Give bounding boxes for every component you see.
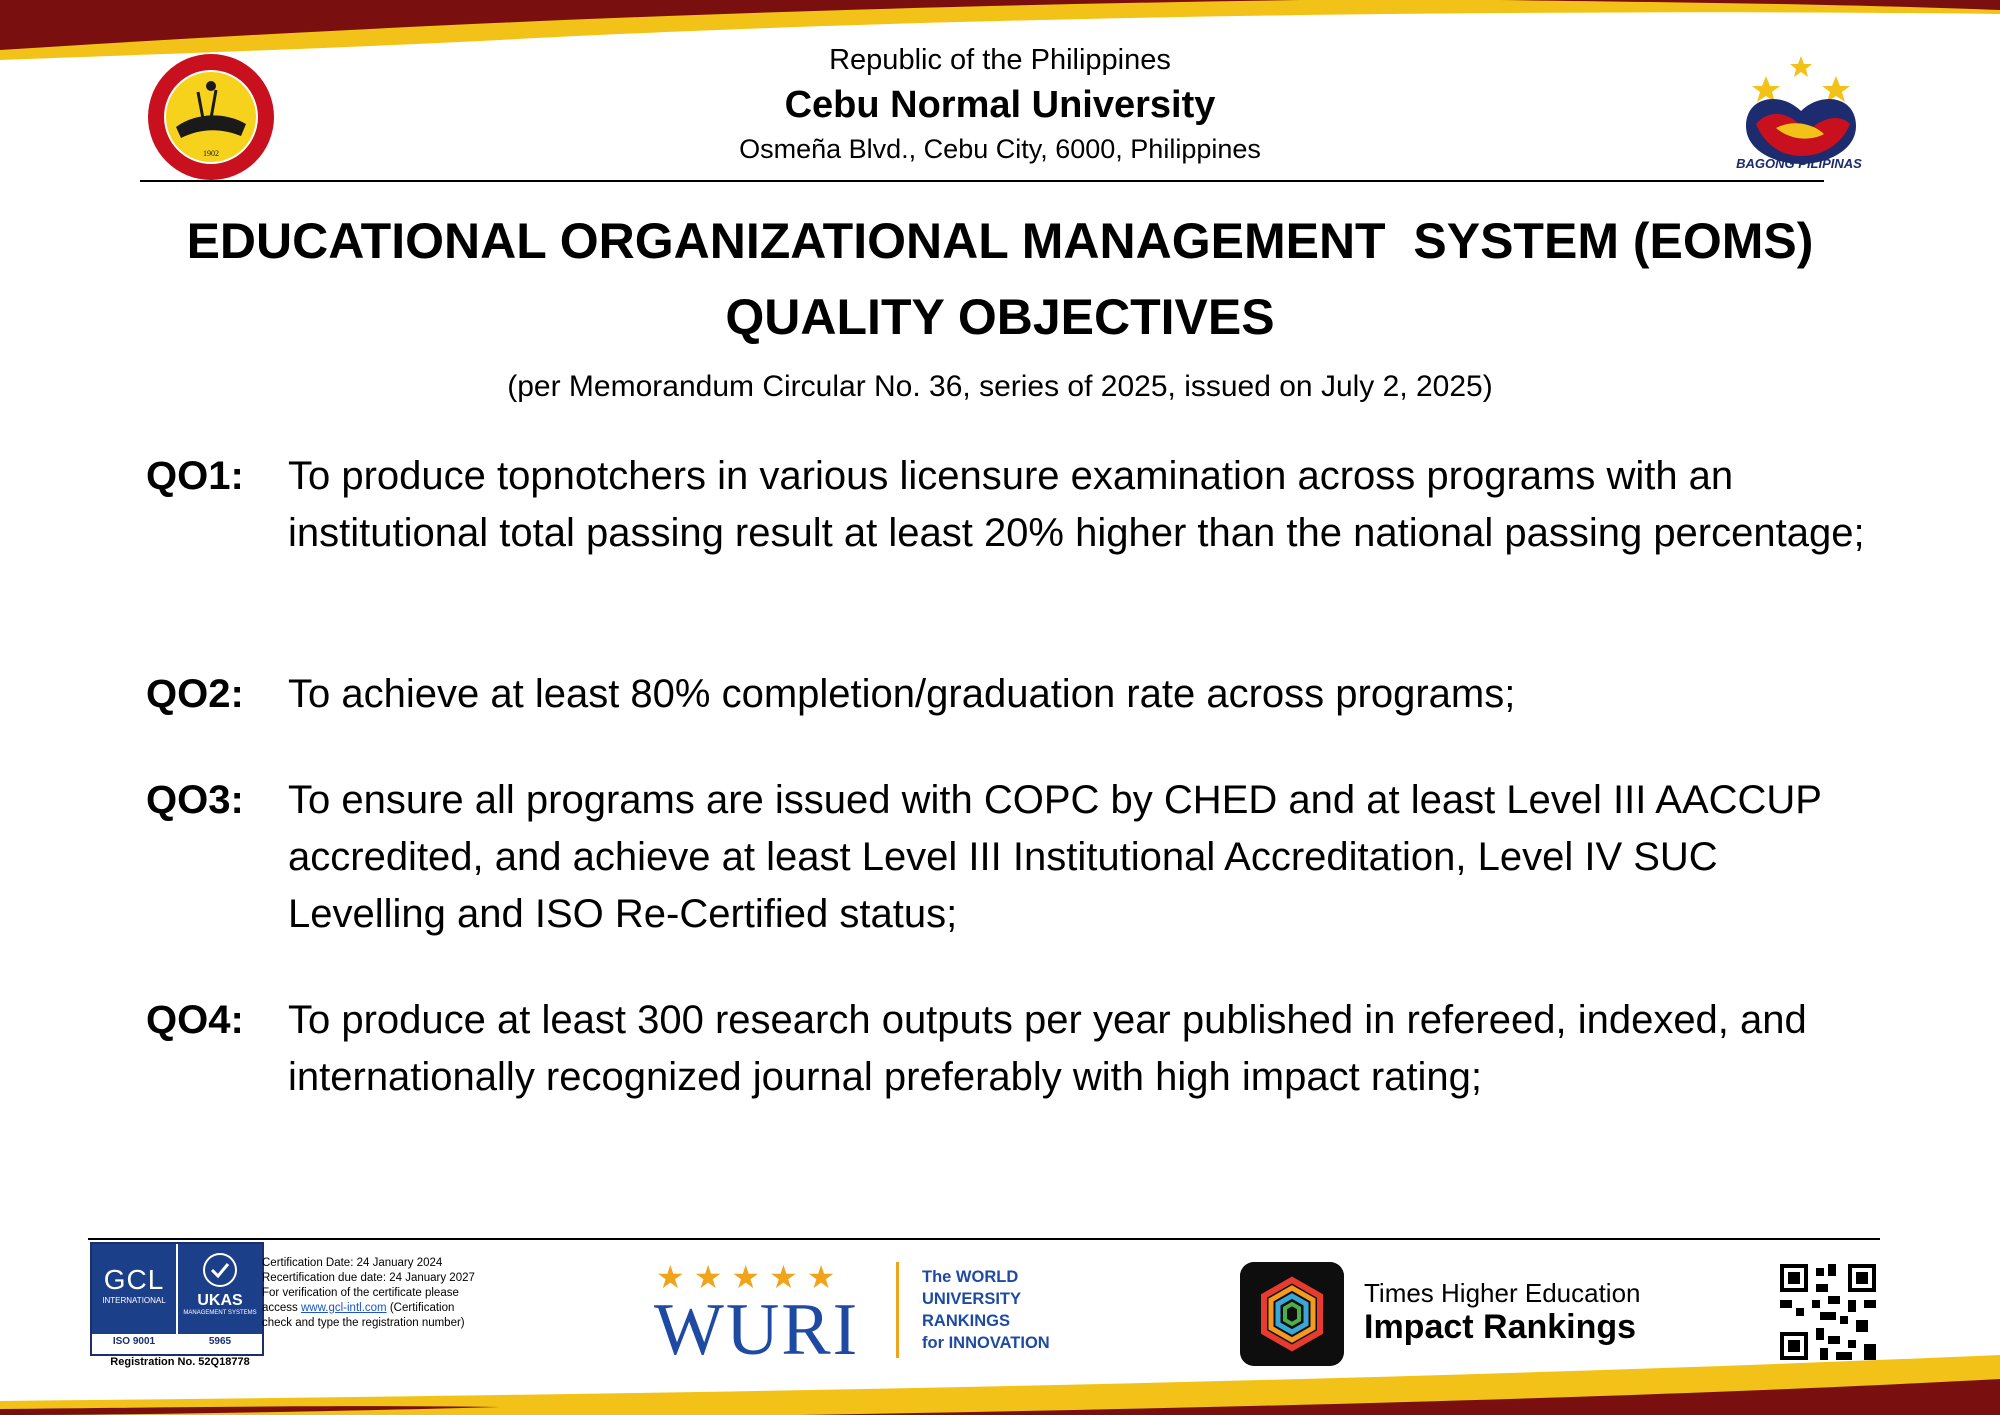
wuri-stars-icon: ★★★★★ [656,1259,845,1295]
cert-date: Certification Date: 24 January 2024 [262,1257,443,1269]
recert-date: Recertification due date: 24 January 2027 [262,1272,475,1284]
bottom-decorative-swoosh [0,1355,2000,1415]
objective-item [146,448,1866,562]
certification-details [262,1256,522,1331]
the-name: Times Higher Education [1364,1278,1641,1308]
memo-reference: (per Memorandum Circular No. 36, series of 2025, issued on July 2, 2025) [507,370,1493,403]
document-title-line2: QUALITY OBJECTIVES [725,289,1275,345]
bagong-pilipinas-logo [1726,36,1876,176]
ukas-name: UKAS [197,1292,243,1309]
university-name: Cebu Normal University [784,84,1216,126]
the-impact-hexagon-icon [1240,1262,1344,1366]
document-title-line1: EDUCATIONAL ORGANIZATIONAL MANAGEMENT SYSTEM (EOMS) [186,213,1814,269]
gcl-sub: INTERNATIONAL [102,1296,166,1305]
bagong-pilipinas-text: BAGONG PILIPINAS [1736,156,1862,171]
cert-verify-line: For verification of the certificate please [262,1287,459,1299]
cert-access-prefix: access [262,1302,301,1314]
republic-text: Republic of the Philippines [829,44,1171,76]
objective-item [146,992,1866,1106]
wuri-desc-line: RANKINGS [922,1312,1011,1330]
wuri-description [922,1266,1050,1354]
ukas-number: 5965 [208,1336,232,1347]
objective-label: QO1: [146,454,244,498]
gcl-website-link[interactable]: www.gcl-intl.com [301,1302,387,1314]
ukas-sub: MANAGEMENT SYSTEMS [183,1310,257,1316]
qr-code-icon[interactable] [1780,1264,1876,1360]
svg-text:1902: 1902 [203,149,219,158]
the-rankings-label: Impact Rankings [1364,1308,1637,1346]
objective-text: To ensure all programs are issued with COPC by CHED and at least Level III AACCUP accredited, and achieve at least Level III Institutional Accreditation, Level IV SUC Levelling and ISO Re-Certified status; [288,778,1822,936]
objective-item [146,666,1866,723]
objective-text: To produce at least 300 research outputs per year published in refereed, indexed, and internationally recognized journal preferably with high impact rating; [288,998,1807,1099]
objective-text: To achieve at least 80% completion/graduation rate across programs; [288,672,1516,716]
crown-check-icon [200,1250,240,1290]
registration-number: Registration No. 52Q18778 [110,1356,250,1368]
gcl-name: GCL [103,1264,165,1295]
footer-divider [88,1238,1880,1240]
objective-label: QO2: [146,672,244,716]
cert-access-line [262,1301,522,1316]
wuri-desc-line: for INNOVATION [922,1334,1050,1352]
objective-text: To produce topnotchers in various licensure examination across programs with an institutional total passing result at least 20% higher than the national passing percentage; [288,454,1865,555]
header-divider [140,180,1824,182]
wuri-desc-line: The WORLD [922,1268,1019,1286]
wuri-divider [896,1262,899,1358]
wuri-logo-text: WURI [654,1289,860,1371]
gcl-ukas-certification-badge [90,1242,264,1356]
cert-access-suffix: (Certification [386,1302,455,1314]
objective-label: QO3: [146,778,244,822]
iso-standard: ISO 9001 [112,1336,156,1347]
ukas-logo [178,1244,262,1334]
gcl-logo [92,1244,176,1334]
cert-instruction-line: check and type the registration number) [262,1317,465,1329]
university-address: Osmeña Blvd., Cebu City, 6000, Philippines [739,134,1261,164]
wuri-desc-line: UNIVERSITY [922,1290,1022,1308]
objective-item [146,772,1866,943]
objective-label: QO4: [146,998,244,1042]
